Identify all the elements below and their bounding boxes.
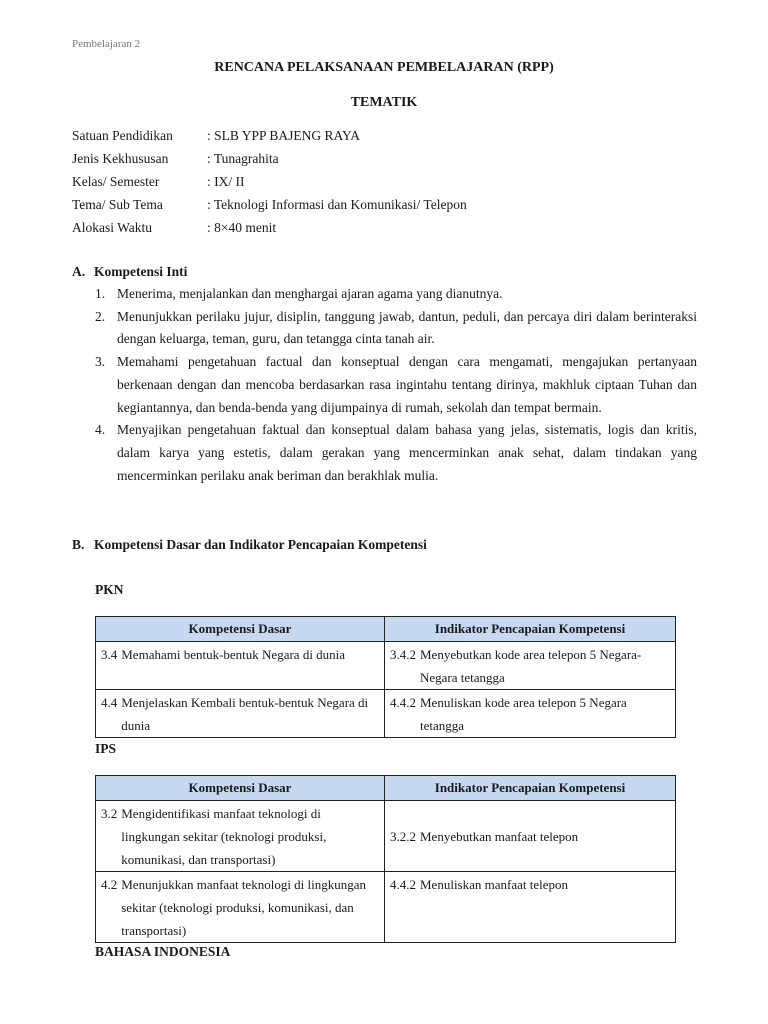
ipk-text: Menuliskan manfaat telepon [420,877,569,892]
list-item-number: 4. [95,422,106,438]
table-cell [385,690,676,738]
ipk-text: Menuliskan kode area telepon 5 Negara tetangga [420,695,627,733]
ips-heading: IPS [95,741,117,756]
table-cell [96,690,385,738]
kompetensi-inti-list [95,283,697,487]
section-title: Kompetensi Dasar dan Indikator Pencapaian Kompetensi [94,537,427,552]
kd-text: Menunjukkan manfaat teknologi di lingkungan sekitar (teknologi produksi, komunikasi, dan transportasi) [121,877,367,938]
pkn-heading: PKN [95,582,124,597]
table-cell [385,872,676,943]
kd-code: 3.4 [101,647,118,662]
kd-text: Mengidentifikasi manfaat teknologi di lingkungan sekitar (teknologi produksi, komunikasi, dan transportasi) [121,806,327,867]
table-header-row [96,617,676,642]
info-value: : SLB YPP BAJENG RAYA [207,128,361,143]
list-item [95,306,697,351]
info-row [72,197,467,220]
table-cell [385,801,676,872]
ipk-code: 3.2.2 [390,829,416,844]
table-cell [96,872,385,943]
section-b-heading [72,537,427,553]
column-header: Kompetensi Dasar [96,617,385,642]
ipk-code: 3.4.2 [390,647,416,662]
list-item [95,419,697,487]
list-item-text: Menunjukkan perilaku jujur, disiplin, tanggung jawab, dantun, peduli, dan percaya diri dalam berinteraksi dengan keluarga, teman, guru, dan tetangga cinta tanah air. [117,308,697,347]
info-value: : 8×40 menit [207,220,277,235]
list-item-number: 2. [95,308,106,324]
column-header: Indikator Pencapaian Kompetensi [385,776,676,801]
kd-text: Menjelaskan Kembali bentuk-bentuk Negara di dunia [121,695,369,733]
kd-code: 3.2 [101,806,118,821]
info-label: Tema/ Sub Tema [72,197,163,212]
document-title: RENCANA PELAKSANAAN PEMBELAJARAN (RPP) [214,60,554,75]
document-subtitle: TEMATIK [350,95,418,110]
ipk-code: 4.4.2 [390,695,416,710]
kd-text: Memahami bentuk-bentuk Negara di dunia [121,647,346,662]
bahasa-indonesia-heading: BAHASA INDONESIA [95,944,231,959]
ips-table [95,775,676,943]
ipk-text: Menyebutkan manfaat telepon [420,829,579,844]
table-header-row [96,776,676,801]
table-cell [96,642,385,690]
info-value: : Teknologi Informasi dan Komunikasi/ Telepon [207,197,467,212]
info-value: : IX/ II [207,174,245,189]
section-title: Kompetensi Inti [94,264,188,279]
info-row [72,174,467,197]
table-row [96,801,676,872]
info-row [72,128,467,151]
kd-code: 4.2 [101,877,118,892]
section-a-heading [72,264,187,280]
ipk-text: Menyebutkan kode area telepon 5 Negara-Negara tetangga [420,647,642,685]
info-label: Jenis Kekhususan [72,151,169,166]
info-value: : Tunagrahita [207,151,279,166]
table-row [96,690,676,738]
section-letter: B. [72,537,85,552]
list-item-text: Memahami pengetahuan factual dan konseptual dengan cara mengamati, mengajukan pertanyaan berkenaan dengan dan mencoba berdasarkan rasa ingintahu tentang dirinya, makhluk ciptaan Tuhan dan kegiantannya, dan benda-benda yang dijumpainya di rumah, sekolah dan tempat bermain. [117,354,697,415]
list-item-text: Menerima, menjalankan dan menghargai ajaran agama yang dianutnya. [117,286,503,301]
kd-code: 4.4 [101,695,118,710]
info-row [72,151,467,174]
list-item [95,351,697,419]
column-header: Kompetensi Dasar [96,776,385,801]
info-row [72,220,467,243]
info-label: Alokasi Waktu [72,220,153,235]
table-row [96,642,676,690]
list-item-number: 3. [95,354,106,370]
pkn-table [95,616,676,738]
info-label: Satuan Pendidikan [72,128,173,143]
column-header: Indikator Pencapaian Kompetensi [385,617,676,642]
ipk-code: 4.4.2 [390,877,416,892]
table-cell [96,801,385,872]
list-item-text: Menyajikan pengetahuan faktual dan konseptual dalam bahasa yang jelas, sistematis, logis dan kritis, dalam karya yang estetis, dalam gerakan yang mencerminkan anak sehat, dalam tindakan yang mencerminkan perilaku anak beriman dan berakhlak mulia. [117,422,697,483]
list-item-number: 1. [95,286,106,301]
list-item [95,283,697,306]
table-cell [385,642,676,690]
identity-block [72,128,467,243]
table-row [96,872,676,943]
page-header-label: Pembelajaran 2 [72,38,141,50]
section-letter: A. [72,264,86,279]
info-label: Kelas/ Semester [72,174,160,189]
